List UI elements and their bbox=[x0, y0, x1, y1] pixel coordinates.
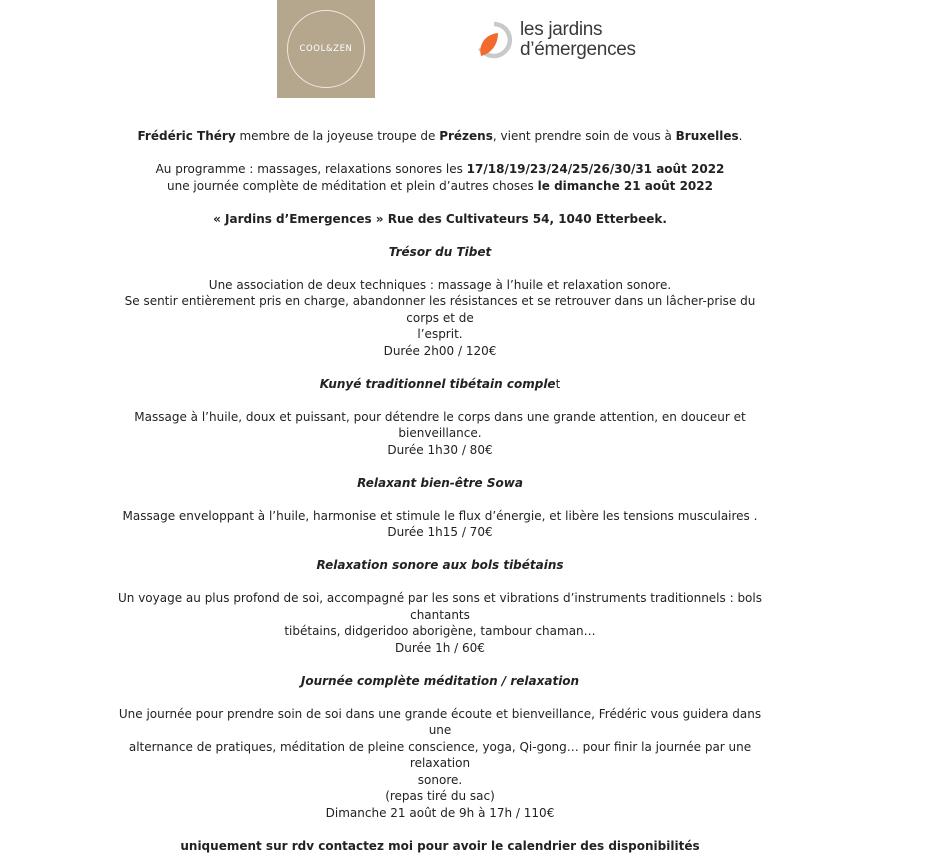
programme-line-2 bbox=[110, 178, 770, 195]
intro-city: Bruxelles bbox=[676, 129, 739, 143]
service-title: Relaxant bien-être Sowa bbox=[110, 475, 770, 492]
programme-text-2: une journée complète de méditation et plein d’autres choses bbox=[167, 179, 538, 193]
service-line: Massage à l’huile, doux et puissant, pour détendre le corps dans une grande attention, en douceur et bienveillance. bbox=[110, 409, 770, 442]
service-line: Un voyage au plus profond de soi, accompagné par les sons et vibrations d’instruments traditionnels : bols chantants bbox=[110, 590, 770, 623]
main-text bbox=[110, 128, 770, 854]
intro-text-1: membre de la joyeuse troupe de bbox=[236, 129, 440, 143]
service-title: Journée complète méditation / relaxation bbox=[110, 673, 770, 690]
service-title: Relaxation sonore aux bols tibétains bbox=[110, 557, 770, 574]
intro-troupe: Prézens bbox=[439, 129, 493, 143]
programme-day: le dimanche 21 août 2022 bbox=[538, 179, 713, 193]
intro-paragraph bbox=[110, 128, 770, 145]
service-line: Une journée pour prendre soin de soi dans une grande écoute et bienveillance, Frédéric vous guidera dans une bbox=[110, 706, 770, 739]
service-price: Durée 2h00 / 120€ bbox=[110, 343, 770, 360]
intro-text-2: , vient prendre soin de vous à bbox=[493, 129, 676, 143]
service-line: Se sentir entièrement pris en charge, abandonner les résistances et se retrouver dans un lâcher-prise du corps et de bbox=[110, 293, 770, 326]
footer-note: uniquement sur rdv contactez moi pour avoir le calendrier des disponibilités bbox=[110, 838, 770, 854]
coolzen-logo-text: COOL&ZEN bbox=[299, 44, 352, 54]
service-line: (repas tiré du sac) bbox=[110, 788, 770, 805]
service-title: Trésor du Tibet bbox=[110, 244, 770, 261]
jardins-logo-line2: d’émergences bbox=[520, 40, 636, 60]
service-price: Durée 1h15 / 70€ bbox=[110, 524, 770, 541]
jardins-logo bbox=[474, 18, 636, 62]
service-price: Durée 1h30 / 80€ bbox=[110, 442, 770, 459]
service-price: Durée 1h / 60€ bbox=[110, 640, 770, 657]
intro-end: . bbox=[739, 129, 743, 143]
programme-dates: 17/18/19/23/24/25/26/30/31 août 2022 bbox=[467, 162, 725, 176]
programme-text-1: Au programme : massages, relaxations sonores les bbox=[156, 162, 467, 176]
service-line: alternance de pratiques, méditation de pleine conscience, yoga, Qi-gong… pour finir la journée par une relaxation bbox=[110, 739, 770, 772]
jardins-logo-icon bbox=[474, 20, 514, 60]
service-line: Une association de deux techniques : massage à l’huile et relaxation sonore. bbox=[110, 277, 770, 294]
service-line: l’esprit. bbox=[110, 326, 770, 343]
jardins-logo-line1: les jardins bbox=[520, 20, 636, 40]
intro-name: Frédéric Théry bbox=[138, 129, 236, 143]
service-line: Massage enveloppant à l’huile, harmonise et stimule le flux d’énergie, et libère les tensions musculaires . bbox=[110, 508, 770, 525]
programme-line-1 bbox=[110, 161, 770, 178]
service-line: tibétains, didgeridoo aborigène, tambour chaman… bbox=[110, 623, 770, 640]
coolzen-logo-ring bbox=[287, 10, 365, 88]
coolzen-logo bbox=[277, 0, 375, 98]
service-line: sonore. bbox=[110, 772, 770, 789]
service-price: Dimanche 21 août de 9h à 17h / 110€ bbox=[110, 805, 770, 822]
service-title: Kunyé traditionnel tibétain complet bbox=[110, 376, 770, 393]
address: « Jardins d’Emergences » Rue des Cultivateurs 54, 1040 Etterbeek. bbox=[110, 211, 770, 228]
